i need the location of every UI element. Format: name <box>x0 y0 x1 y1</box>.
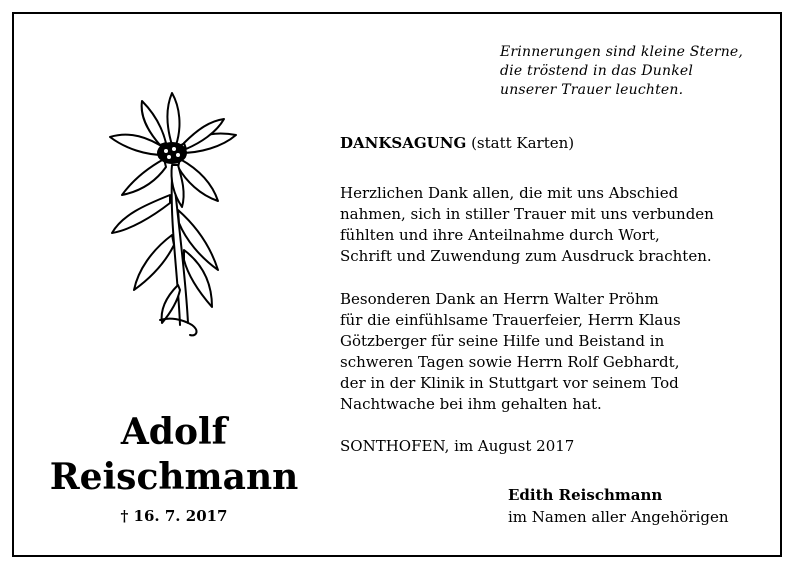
motto-line: Erinnerungen sind kleine Sterne, <box>500 44 744 60</box>
motto-line: unserer Trauer leuchten. <box>500 82 684 98</box>
paragraph-line: Nachtwache bei ihm gehalten hat. <box>340 395 602 413</box>
signature-note: im Namen aller Angehörigen <box>508 508 729 526</box>
thanks-paragraph <box>340 183 765 267</box>
place-date: SONTHOFEN, im August 2017 <box>340 437 575 455</box>
edelweiss-icon <box>100 85 250 347</box>
motto-quote <box>500 43 770 100</box>
paragraph-line: Herzlichen Dank allen, die mit uns Abschied <box>340 184 679 202</box>
motto-line: die tröstend in das Dunkel <box>500 63 694 79</box>
special-thanks-paragraph <box>340 289 765 415</box>
deceased-last-name: Reischmann <box>49 456 299 498</box>
deceased-first-name: Adolf <box>120 411 228 453</box>
paragraph-line: Götzberger für seine Hilfe und Beistand in <box>340 332 665 350</box>
paragraph-line: nahmen, sich in stiller Trauer mit uns verbunden <box>340 205 714 223</box>
paragraph-line: der in der Klinik in Stuttgart vor seinem Tod <box>340 374 679 392</box>
paragraph-line: fühlten und ihre Anteilnahme durch Wort, <box>340 226 660 244</box>
signature-name: Edith Reischmann <box>508 486 663 504</box>
paragraph-line: für die einfühlsame Trauerfeier, Herrn Klaus <box>340 311 681 329</box>
paragraph-line: Besonderen Dank an Herrn Walter Pröhm <box>340 290 659 308</box>
paragraph-line: Schrift und Zuwendung zum Ausdruck brachten. <box>340 247 712 265</box>
heading-subtitle: (statt Karten) <box>471 134 575 152</box>
death-date: † 16. 7. 2017 <box>120 507 228 525</box>
paragraph-line: schweren Tagen sowie Herrn Rolf Gebhardt, <box>340 353 680 371</box>
heading <box>340 133 574 153</box>
heading-title: DANKSAGUNG <box>340 134 467 152</box>
